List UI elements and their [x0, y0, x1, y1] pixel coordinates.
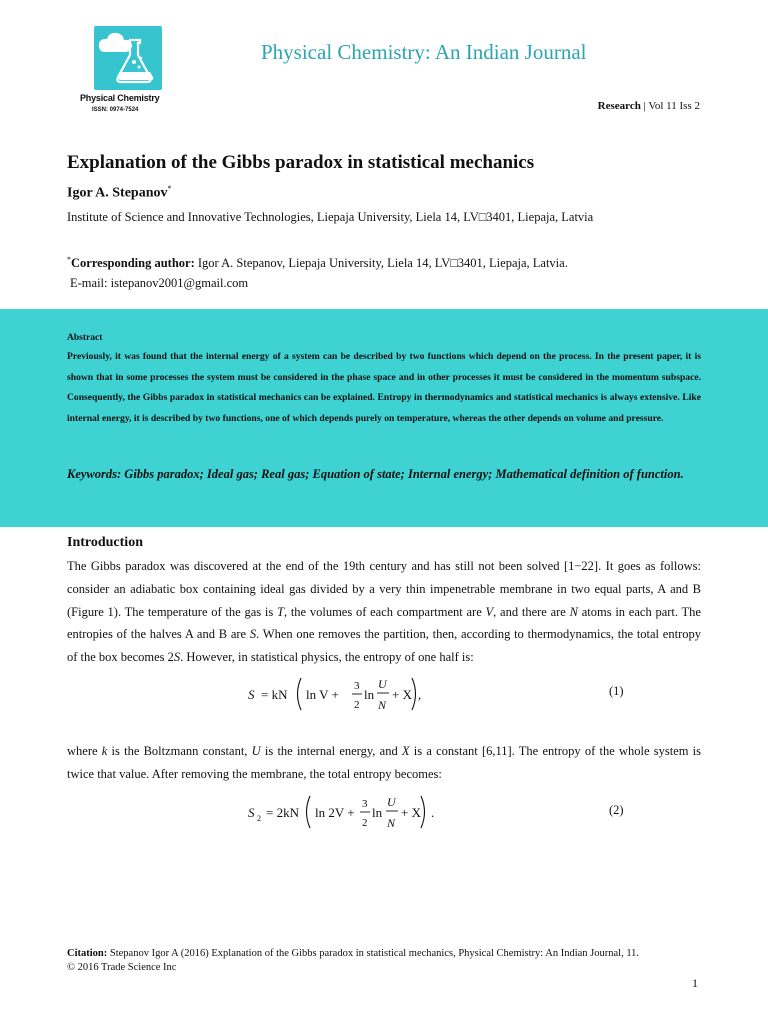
text-run: . When one removes the partition, then, according to thermodynamics, the total entropy of the box becomes 2: [67, 627, 701, 665]
citation: [67, 947, 717, 975]
author-mark: *: [167, 184, 172, 193]
equation-2: [240, 790, 450, 834]
text-run: , and there are: [493, 604, 570, 619]
var-t: T: [276, 604, 284, 619]
section-heading-introduction: Introduction: [67, 535, 143, 550]
keywords: Keywords: Gibbs paradox; Ideal gas; Real gas; Equation of state; Internal energy; Mathematical definition of function.: [67, 467, 684, 481]
text-run: is a constant [6,11]. The entropy of the whole system is twice that value. After removing the membrane, the total entropy becomes:: [67, 744, 701, 781]
eq-lhs: S: [248, 805, 255, 820]
journal-logo: [80, 26, 178, 118]
email[interactable]: E-mail: istepanov2001@gmail.com: [70, 276, 249, 290]
equation-number-1: (1): [609, 684, 624, 698]
text-run: is the internal energy, and: [260, 744, 402, 758]
corresponding-mark: *: [67, 255, 71, 264]
research-label: Research: [597, 100, 641, 112]
eq-n: N: [378, 698, 387, 712]
abstract-heading: Abstract: [67, 333, 103, 343]
article-type-tag: [598, 100, 700, 112]
eq-tail: + X: [392, 687, 412, 702]
text-run: where: [67, 744, 102, 758]
var-x: X: [401, 744, 410, 758]
eq-frac-num: 3: [362, 798, 368, 810]
eq-end: ,: [418, 687, 422, 702]
paragraph: [67, 555, 701, 669]
copyright: © 2016 Trade Science Inc: [67, 962, 177, 973]
paragraph: [67, 740, 701, 786]
corresponding-author: [67, 255, 568, 271]
volume-issue: Vol 11 Iss 2: [648, 100, 700, 112]
text-run: . However, in statistical physics, the entropy of one half is:: [180, 650, 474, 665]
text-run: , the volumes of each compartment are: [283, 604, 486, 619]
var-s: S: [249, 627, 257, 642]
text-run: The Gibbs paradox was discovered at the end of the 19th century and has still not been solved [1−22]. It goes as follows: consider an adiabatic box containing ideal gas divided by a very thin impenetrable membrane in two equal parts, A and B (Figure 1). The temperature of the gas is: [67, 559, 701, 619]
eq-lhs-sub: 2: [257, 814, 261, 823]
equation-1: [240, 672, 430, 716]
var-s: S: [173, 650, 181, 665]
eq-u: U: [378, 677, 387, 691]
author-name: Igor A. Stepanov: [67, 185, 168, 201]
eq-tail: + X: [401, 805, 421, 820]
journal-title: Physical Chemistry: An Indian Journal: [261, 40, 587, 64]
paper-title: Explanation of the Gibbs paradox in statistical mechanics: [67, 152, 535, 173]
eq-frac-num: 3: [354, 680, 360, 692]
logo-name: Physical Chemistry: [80, 93, 160, 103]
eq-frac-den: 2: [354, 699, 360, 711]
flask-icon: [94, 26, 162, 90]
equation-number-2: (2): [609, 803, 624, 817]
var-n: N: [569, 604, 578, 619]
eq-ln: ln: [372, 805, 383, 820]
var-k: k: [101, 744, 108, 758]
text-run: atoms in each part. The entropies of the halves A and B are: [67, 604, 701, 642]
corresponding-text: Igor A. Stepanov, Liepaja University, Liela 14, LV□3401, Liepaja, Latvia.: [194, 256, 568, 271]
eq-kn: = kN: [261, 687, 288, 702]
eq-ln-term: ln V +: [306, 687, 339, 702]
eq-ln: ln: [364, 687, 375, 702]
var-v: V: [485, 604, 494, 619]
citation-text: Stepanov Igor A (2016) Explanation of the Gibbs paradox in statistical mechanics, Physical Chemistry: An Indian Journal, 11.: [107, 948, 640, 959]
author: [67, 184, 171, 202]
affiliation: Institute of Science and Innovative Technologies, Liepaja University, Liela 14, LV□3401, Liepaja, Latvia: [67, 210, 594, 224]
text-run: is the Boltzmann constant,: [107, 744, 252, 758]
abstract-text: Previously, it was found that the internal energy of a system can be described by two functions which depend on the process. In the present paper, it is shown that in some processes the system must be considered in the phase space and in other processes it must be considered in the momentum subspace. Consequently, the Gibbs paradox in statistical mechanics can be explained. Entropy in thermodynamics and statistical mechanics is always extensive. Like internal energy, it is described by two functions, one of which depends purely on temperature, whereas the other depends on volume and pressure.: [67, 351, 701, 424]
eq-n: N: [387, 816, 396, 830]
eq-end: .: [431, 805, 435, 820]
page-number: 1: [692, 976, 698, 990]
eq-u: U: [387, 795, 396, 809]
separator: |: [643, 100, 649, 112]
eq-kn: = 2kN: [266, 805, 299, 820]
eq-lhs: S: [248, 687, 255, 702]
var-u: U: [251, 744, 261, 758]
eq-ln-term: ln 2V +: [315, 805, 355, 820]
corresponding-label: Corresponding author:: [71, 256, 195, 271]
citation-label: Citation:: [67, 948, 108, 959]
logo-issn: ISSN: 0974-7524: [92, 107, 139, 113]
eq-frac-den: 2: [362, 817, 368, 829]
